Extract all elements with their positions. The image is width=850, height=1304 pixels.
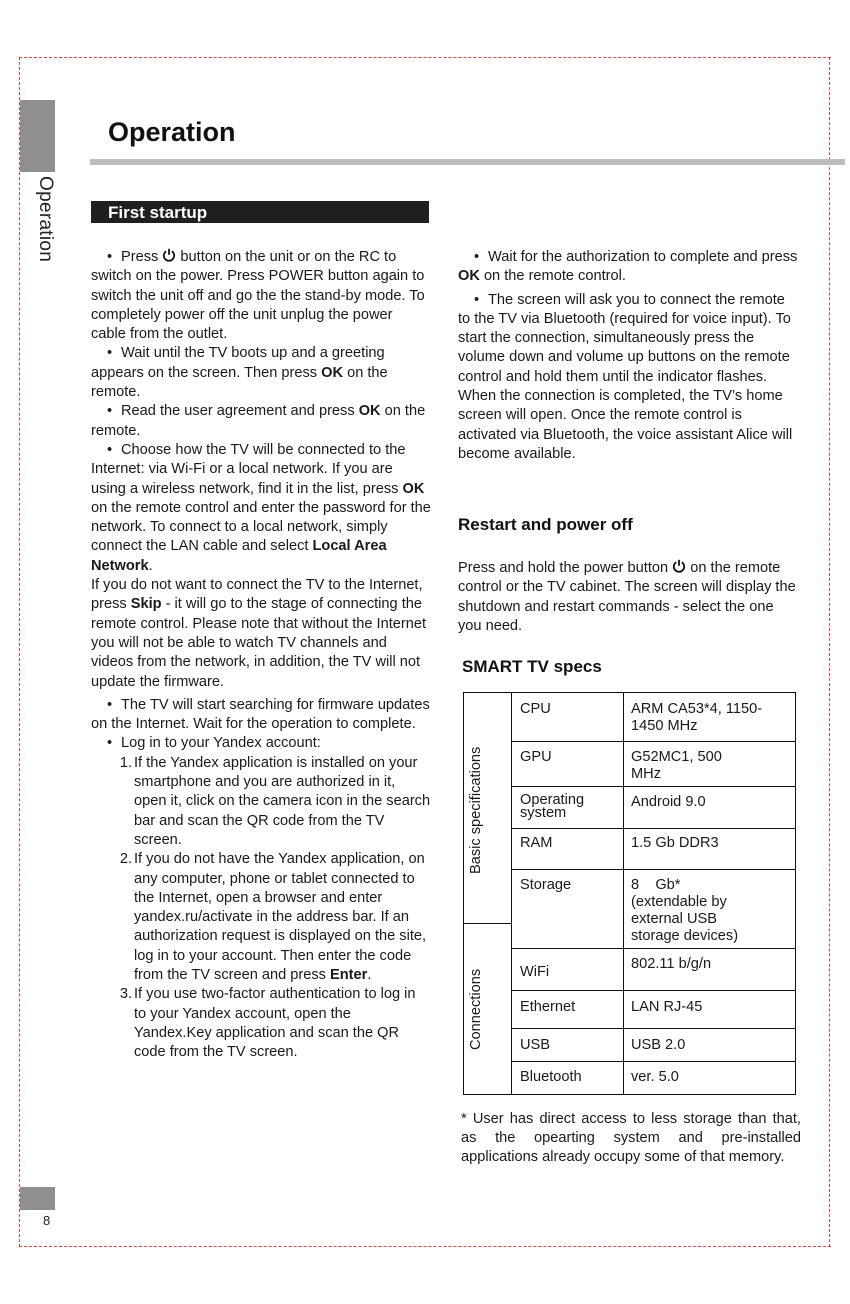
- side-tab-marker: [20, 100, 55, 172]
- step-bluetooth-pairing: • The screen will ask you to connect the remote to the TV via Bluetooth (required for voice input). To start the connection, simultaneously press the volume down and volume up buttons on the remote control and hold them until the indicator flashes. When the connection is completed, the TV’s home screen will open. Once the remote control is activated via Bluetooth, the voice assistant Alice will become available.: [458, 291, 793, 462]
- login-option-2: 2. If you do not have the Yandex application, on any computer, phone or tablet connected to the Internet, open a browser and enter yandex.ru/activate in the address bar. If an authorization request is displayed on the site, log in to your account. Then enter the code from the TV screen and press Enter.: [119, 851, 427, 983]
- spec-value: 802.11 b/g/n: [631, 956, 712, 972]
- specs-table: [463, 692, 796, 1095]
- table-divider: [464, 923, 512, 924]
- crop-frame-left: [19, 57, 20, 1247]
- step-power-on: • Press button on the unit or on the RC to switch on the power. Press POWER button again to switch the unit off and go the the stand-by mode. To completely power off the unit unplug the power cable from the outlet.: [91, 249, 425, 343]
- power-icon: [672, 559, 686, 573]
- section-heading-restart: Restart and power off: [458, 515, 633, 534]
- table-divider: [511, 990, 795, 991]
- power-icon: [162, 248, 176, 262]
- spec-value: LAN RJ-45: [631, 999, 703, 1015]
- page-number-marker: [20, 1187, 55, 1210]
- table-divider: [511, 1028, 795, 1029]
- table-divider: [511, 1061, 795, 1062]
- spec-value: 8 Gb* (extendable by external USB storage devices): [631, 877, 739, 944]
- group-label-basic: Basic specifications: [468, 746, 484, 874]
- side-tab-label: Operation: [35, 176, 56, 263]
- storage-footnote: * User has direct access to less storage than that, as the opearting system and pre-installed applications already occupy some of that memory.: [461, 1111, 801, 1165]
- crop-frame-bottom: [19, 1246, 831, 1247]
- table-divider: [623, 693, 624, 1094]
- spec-name: Operating system: [520, 792, 585, 821]
- page-number: 8: [43, 1213, 51, 1228]
- page-title: Operation: [108, 117, 236, 147]
- left-column: [91, 248, 431, 1062]
- spec-name: CPU: [520, 701, 551, 717]
- restart-text: Press and hold the power button on the remote control or the TV cabinet. The screen will display the shutdown and restart commands - select the one you need.: [458, 560, 796, 634]
- login-option-3: 3. If you use two-factor authentication to log in to your Yandex account, open the Yandex.Key application and scan the QR code from the TV screen.: [119, 986, 416, 1061]
- table-divider: [511, 869, 795, 870]
- step-wait-boot: • Wait until the TV boots up and a greeting appears on the screen. Then press OK on the remote.: [91, 345, 388, 401]
- table-divider: [511, 693, 512, 1094]
- login-option-1: 1. If the Yandex application is installed on your smartphone and you are authorized in it, open it, click on the camera icon in the search bar and scan the QR code from the TV screen.: [119, 754, 431, 848]
- title-rule: [90, 159, 845, 165]
- section-heading-first-startup: First startup: [91, 201, 429, 223]
- crop-frame-right: [829, 57, 830, 1247]
- spec-name: Bluetooth: [520, 1069, 582, 1085]
- spec-name: GPU: [520, 749, 552, 765]
- step-network: • Choose how the TV will be connected to the Internet: via Wi-Fi or a local network. If you are using a wireless network, find it in the list, press OK on the remote control and enter the password for the network. To connect to a local network, simply connect the LAN cable and select Local Area Network.: [91, 441, 431, 574]
- spec-value: G52MC1, 500 MHz: [631, 749, 722, 782]
- step-authorization: • Wait for the authorization to complete and press OK on the remote control.: [458, 249, 798, 285]
- spec-value: Android 9.0: [631, 794, 706, 810]
- step-network-skip: If you do not want to connect the TV to the Internet, press Skip - it will go to the stage of connecting the remote control. Please note that without the Internet you will not be able to watch TV channels and videos from the network, in addition, the TV will not update the firmware.: [91, 577, 427, 690]
- step-yandex-login: • Log in to your Yandex account:: [107, 735, 321, 752]
- table-divider: [511, 948, 795, 949]
- spec-name: Ethernet: [520, 999, 576, 1015]
- table-divider: [511, 828, 795, 829]
- spec-value: 1.5 Gb DDR3: [631, 835, 719, 851]
- step-firmware: • The TV will start searching for firmware updates on the Internet. Wait for the operation to complete.: [91, 696, 430, 733]
- spec-value: ARM CA53*4, 1150-1450 MHz: [631, 701, 763, 734]
- spec-name: RAM: [520, 835, 553, 851]
- table-divider: [511, 741, 795, 742]
- spec-name: Storage: [520, 877, 572, 893]
- spec-name: USB: [520, 1037, 551, 1053]
- table-divider: [511, 786, 795, 787]
- group-label-connections: Connections: [468, 968, 484, 1050]
- crop-frame-top: [19, 57, 831, 58]
- section-heading-specs: SMART TV specs: [462, 657, 602, 676]
- spec-value: USB 2.0: [631, 1037, 686, 1053]
- step-user-agreement: • Read the user agreement and press OK on the remote.: [91, 403, 426, 439]
- right-column: [458, 248, 798, 464]
- spec-name: WiFi: [520, 964, 550, 980]
- spec-value: ver. 5.0: [631, 1069, 679, 1085]
